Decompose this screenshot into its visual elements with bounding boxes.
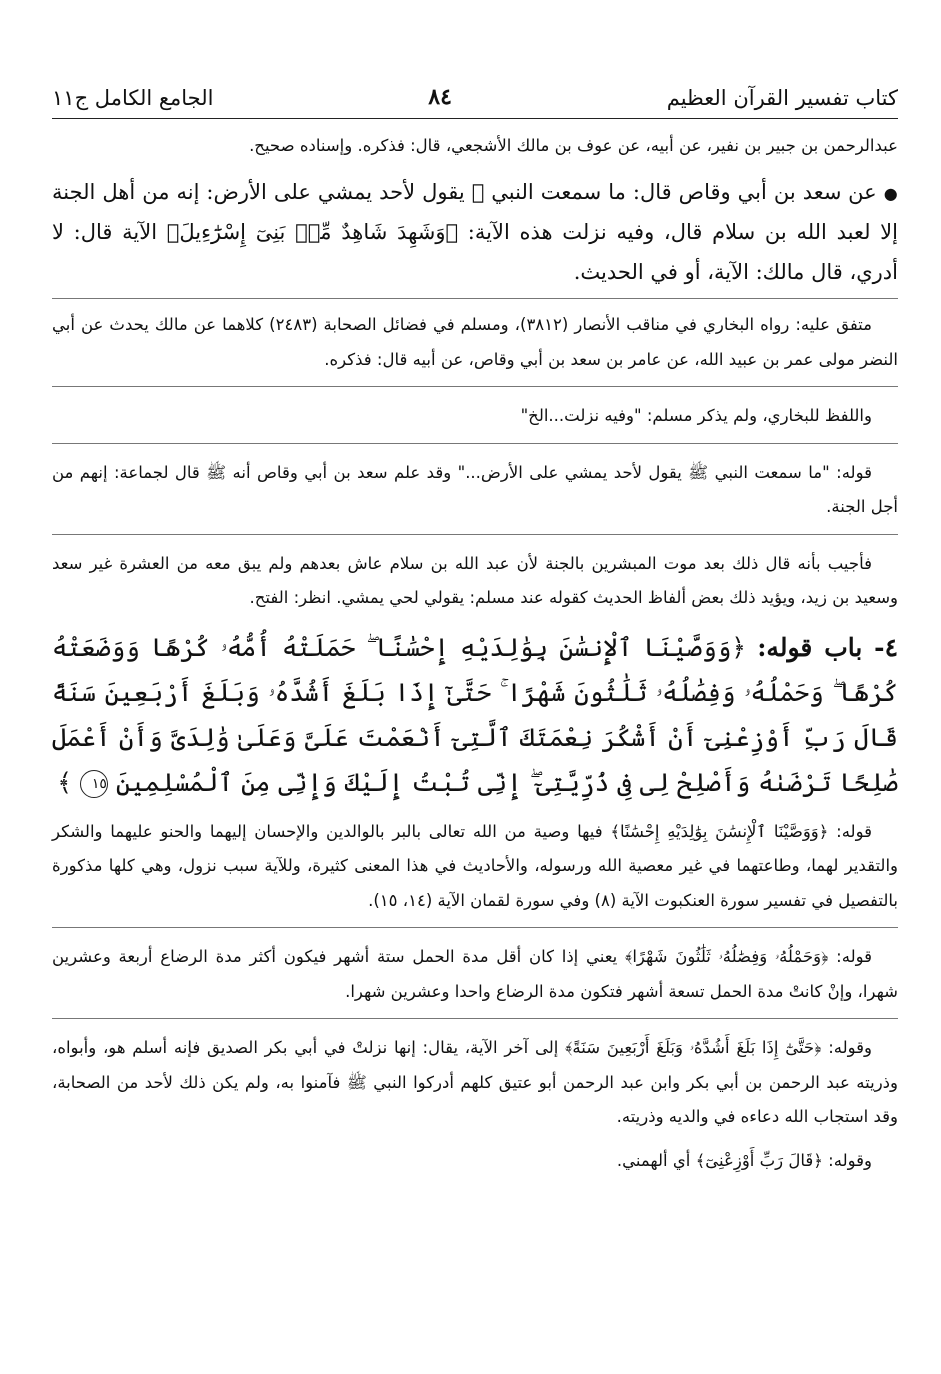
commentary-lead: قوله:: [828, 947, 873, 966]
commentary-text: أي ألهمني.: [616, 1150, 696, 1170]
divider: [52, 1018, 898, 1019]
chapter-verse: ﴿وَوَصَّيْنَا ٱلْإِنسَٰنَ بِوَٰلِدَيْهِ إِحْسَٰنًا ۖ حَمَلَتْهُ أُمُّهُۥ كُرْهًا وَوَضَعَتْهُ كُرْهًا ۖ وَحَمْلُهُۥ وَفِصَٰلُهُۥ ثَلَٰثُونَ شَهْرًا ۚ حَتَّىٰٓ إِذَا بَلَغَ أَشُدَّهُۥ وَبَلَغَ أَرْبَعِينَ سَنَةً قَالَ رَبِّ أَوْزِعْنِىٓ أَنْ أَشْكُرَ نِعْمَتَكَ ٱلَّتِىٓ أَنْعَمْتَ عَلَىَّ وَعَلَىٰ وَٰلِدَىَّ وَأَنْ أَعْمَلَ صَٰلِحًا تَرْضَىٰهُ وَأَصْلِحْ لِى فِى ذُرِّيَّتِىٓ ۖ إِنِّى تُبْتُ إِلَيْكَ وَإِنِّى مِنَ ٱلْمُسْلِمِينَ: [52, 632, 898, 797]
note-paragraph: قوله: "ما سمعت النبي ﷺ يقول لأحد يمشي على الأرض..." وقد علم سعد بن أبي وقاص أنه ﷺ قال لجماعة: إنهم من أجل الجنة.: [52, 462, 898, 516]
divider: [52, 927, 898, 928]
hadith-text-b: الآية قال: لا أدري، قال مالك: الآية، أو في الحديث.: [52, 220, 898, 284]
quran-quote: ﴿حَتَّىٰٓ إِذَا بَلَغَ أَشُدَّهُۥ وَبَلَغَ أَرْبَعِينَ سَنَةً﴾: [565, 1038, 822, 1057]
commentary-text: فيها وصية من الله تعالى بالبر بالوالدين والإحسان إليهما والحنو عليهما والشكر والتقدير لهما، وطاعتهما في غير معصية الله ورسوله، والأحاديث في هذا المعنى كثيرة، وللآية سبب نزول، وهي كلها مذكورة بالتفصيل في تفسير سورة العنكبوت الآية (٨) وفي سورة لقمان الآية (١٤، ١٥).: [52, 821, 898, 910]
divider: [52, 298, 898, 299]
quran-quote: ﴿وَشَهِدَ شَاهِدٌ مِّنۢ بَنِىٓ إِسْرَٰٓءِيلَ﴾: [166, 220, 459, 244]
note-paragraph: فأجيب بأنه قال ذلك بعد موت المبشرين بالجنة لأن عبد الله بن سلام عاش بعدهم ولم يبق معه من العشرة غير سعد وسعيد بن زيد، ويؤيد ذلك بعض ألفاظ الحديث كقوله عند مسلم: يقولي لحي يمشي. انظر: الفتح.: [52, 553, 898, 607]
commentary-lead: وقوله:: [821, 1038, 873, 1057]
paragraph-isnad: عبدالرحمن بن جبير بن نفير، عن أبيه، عن عوف بن مالك الأشجعي، قال: فذكره. وإسناده صحيح.: [249, 136, 898, 155]
hadith-text-a: عن سعد بن أبي وقاص قال: ما سمعت النبي ﷺ يقول لأحد يمشي على الأرض: إنه من أهل الجنة إلا لعبد الله بن سلام قال، وفيه نزلت هذه الآية:: [52, 179, 898, 244]
divider: [52, 443, 898, 444]
commentary-text: إلى آخر الآية، يقال: إنها نزلتْ في أبي بكر الصديق فإنه أسلم هو، وأبواه، وذريته عبد الرحمن بن أبي بكر وابن عبد الرحمن أبو عتيق كلهم أدركوا النبي ﷺ فآمنوا به، ولم يكن ذلك لأحد من الصحابة، وقد استجاب الله دعاءه في والديه وذريته.: [52, 1038, 898, 1126]
commentary-lead: قوله:: [828, 821, 872, 841]
divider: [52, 386, 898, 387]
commentary-lead: وقوله:: [822, 1150, 872, 1170]
takhrij-paragraph: متفق عليه: رواه البخاري في مناقب الأنصار (٣٨١٢)، ومسلم في فضائل الصحابة (٢٤٨٣) كلاهما عن مالك يحدث عن أبي النضر مولى عمر بن عبيد الله، عن عامر بن سعد بن أبي وقاص، عن أبيه قال: فذكره.: [52, 315, 898, 369]
commentary-paragraph: [52, 940, 898, 1009]
book-title: كتاب تفسير القرآن العظيم: [666, 86, 898, 110]
page-number: ٨٤: [428, 84, 452, 110]
note-paragraph: واللفظ للبخاري، ولم يذكر مسلم: "وفيه نزلت...الخ": [520, 406, 872, 425]
verse-number-badge: ١٥: [80, 770, 108, 798]
quran-quote: ﴿قَالَ رَبِّ أَوْزِعْنِىٓ﴾: [695, 1150, 823, 1170]
bullet-icon: ●: [883, 183, 898, 203]
chapter-heading: [52, 625, 898, 805]
hadith-paragraph: [52, 173, 898, 293]
commentary-paragraph: [52, 1031, 898, 1135]
divider: [52, 534, 898, 535]
page-header: [52, 58, 898, 119]
page-content: [52, 129, 898, 1178]
volume-title: الجامع الكامل ج١١: [52, 86, 214, 110]
verse-close-bracket: ﴾: [57, 767, 72, 797]
commentary-text: يعني إذا كان أقل مدة الحمل ستة أشهر فيكون أكثر مدة الرضاع أربعة وعشرين شهرا، وإنْ كانتْ مدة الحمل تسعة أشهر فتكون مدة الرضاع واحدا وعشرين شهرا.: [52, 947, 898, 1001]
commentary-paragraph: [52, 815, 898, 919]
book-page: [52, 58, 898, 1187]
commentary-paragraph: [52, 1144, 898, 1179]
quran-quote: ﴿وَحَمْلُهُۥ وَفِصَٰلُهُۥ ثَلَٰثُونَ شَهْرًا﴾: [625, 947, 829, 966]
quran-quote: ﴿وَوَصَّيْنَا ٱلْإِنسَٰنَ بِوَٰلِدَيْهِ إِحْسَٰنًا﴾: [610, 821, 829, 841]
chapter-title: ٤- باب قوله:: [757, 632, 898, 662]
